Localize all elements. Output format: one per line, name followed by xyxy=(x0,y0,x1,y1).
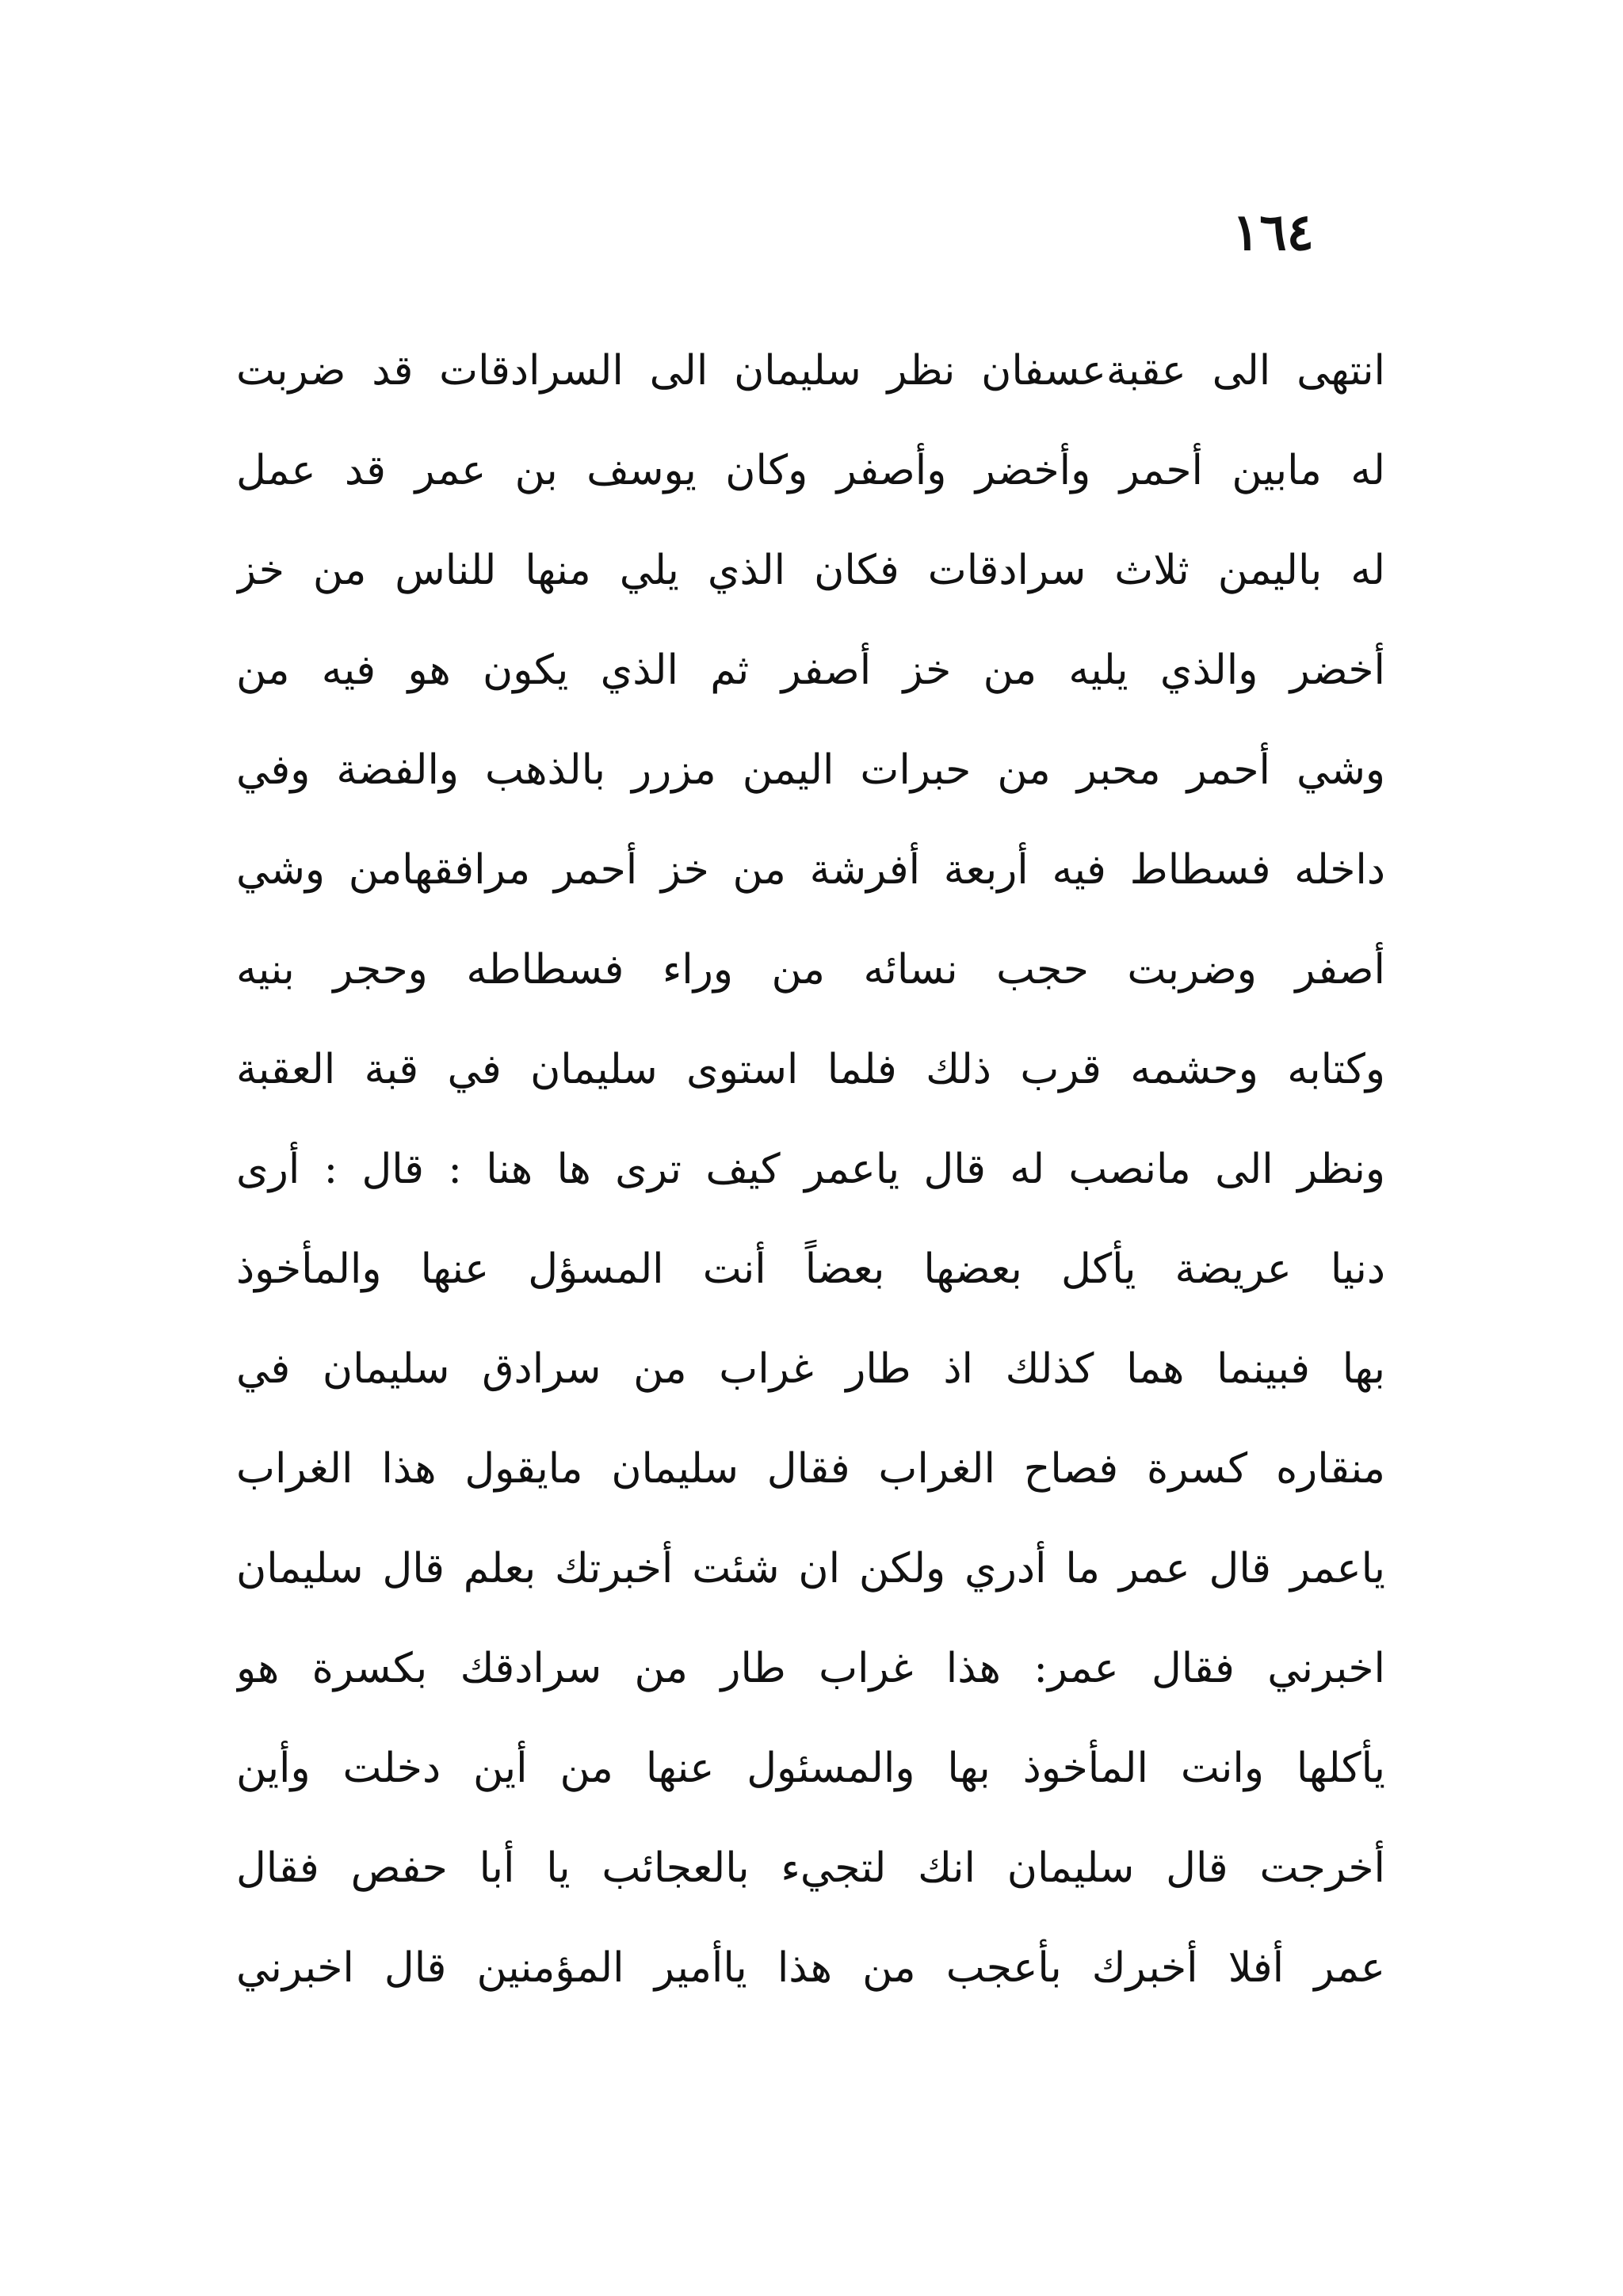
text-line: منقاره كسرة فصاح الغراب فقال سليمان مايقول هذا الغراب xyxy=(236,1445,1385,1493)
text-line: وشي أحمر محبر من حبرات اليمن مزرر بالذهب والفضة وفي xyxy=(236,746,1385,794)
body-text xyxy=(236,321,1385,2018)
text-line: دنيا عريضة يأكل بعضها بعضاً أنت المسؤل عنها والمأخوذ xyxy=(236,1245,1385,1293)
page-number: ١٦٤ xyxy=(1232,203,1314,262)
text-line: ونظر الى مانصب له قال ياعمر كيف ترى ها هنا : قال : أرى xyxy=(236,1146,1385,1193)
text-line: أخرجت قال سليمان انك لتجيء بالعجائب يا أبا حفص فقال xyxy=(236,1844,1385,1892)
text-line: ياعمر قال عمر ما أدري ولكن ان شئت أخبرتك بعلم قال سليمان xyxy=(236,1545,1385,1592)
text-line: له مابين أحمر وأخضر وأصفر وكان يوسف بن عمر قد عمل xyxy=(236,447,1385,494)
text-line: وكتابه وحشمه قرب ذلك فلما استوى سليمان في قبة العقبة xyxy=(236,1046,1385,1093)
text-line: انتهى الى عقبةعسفان نظر سليمان الى السرادقات قد ضربت xyxy=(236,347,1385,395)
text-line: اخبرني فقال عمر: هذا غراب طار من سرادقك بكسرة هو xyxy=(236,1645,1385,1692)
text-line: بها فبينما هما كذلك اذ طار غراب من سرادق سليمان في xyxy=(236,1345,1385,1393)
text-line: يأكلها وانت المأخوذ بها والمسئول عنها من أين دخلت وأين xyxy=(236,1745,1385,1792)
text-line: له باليمن ثلاث سرادقات فكان الذي يلي منها للناس من خز xyxy=(236,547,1385,594)
text-line: أصفر وضربت حجب نسائه من وراء فسطاطه وحجر بنيه xyxy=(236,946,1385,994)
text-line: داخله فسطاط فيه أربعة أفرشة من خز أحمر مرافقهامن وشي xyxy=(236,846,1385,894)
text-line: عمر أفلا أخبرك بأعجب من هذا ياأمير المؤمنين قال اخبرني xyxy=(236,1944,1385,1992)
text-line: أخضر والذي يليه من خز أصفر ثم الذي يكون هو فيه من xyxy=(236,646,1385,694)
